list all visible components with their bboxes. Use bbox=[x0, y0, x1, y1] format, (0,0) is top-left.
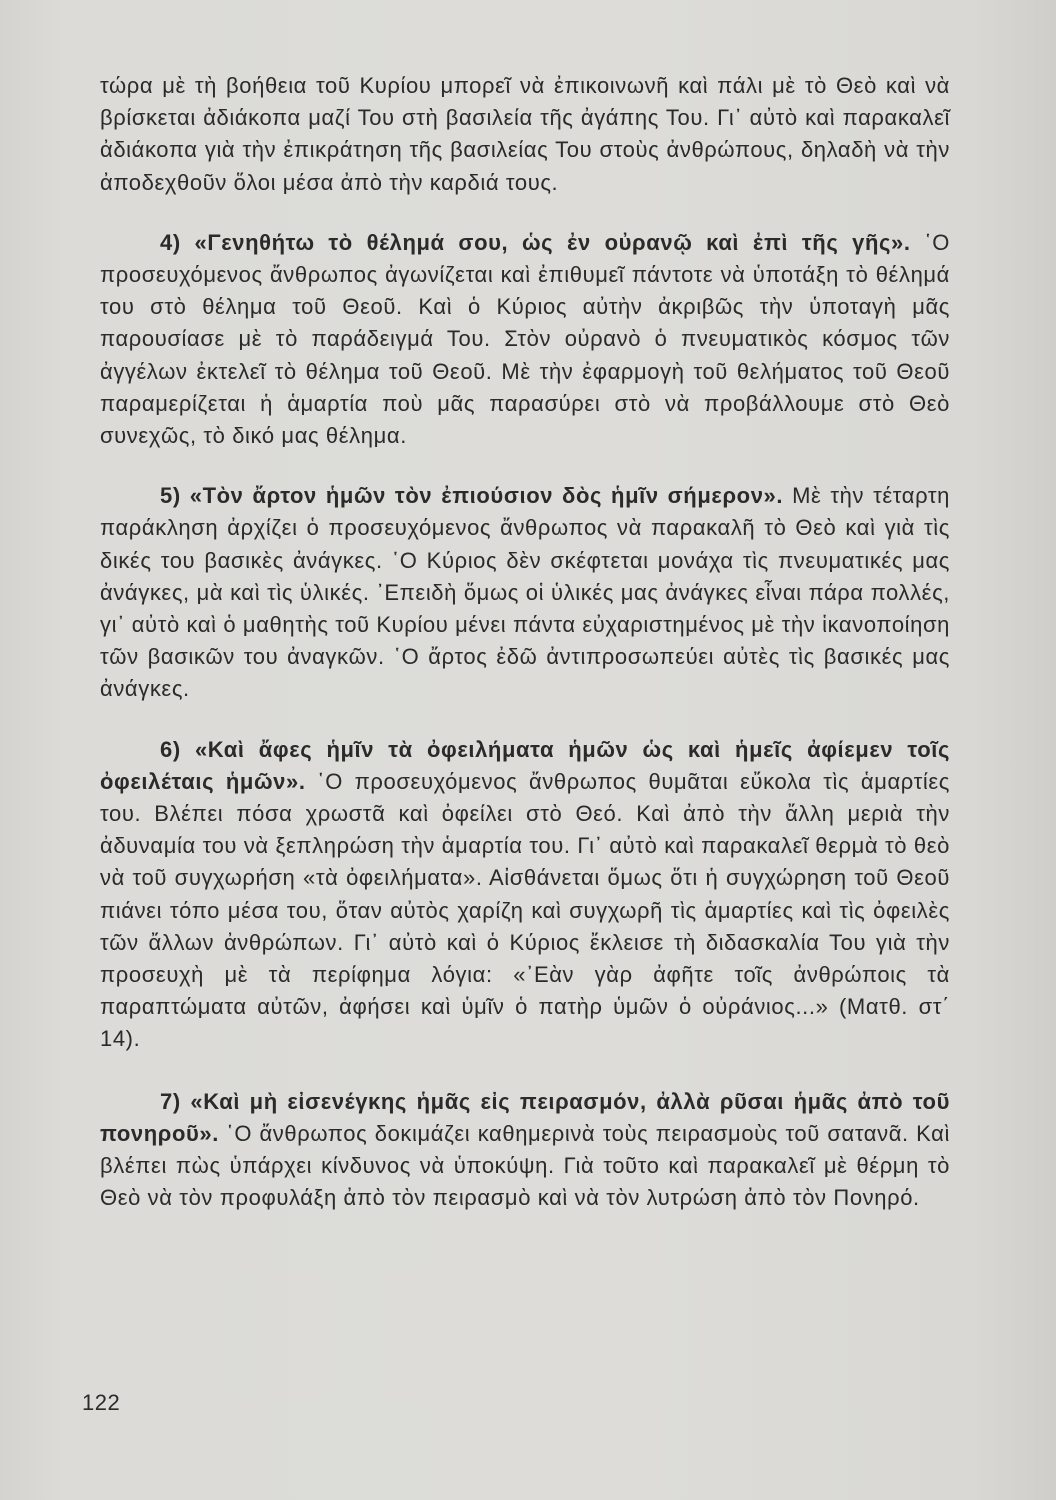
petition-heading: «Καὶ ἄφες ἡμῖν τὰ ὀφειλήματα ἡμῶν ὡς καὶ ἡμεῖς ἀφίεμεν τοῖς ὀφειλέταις ἡμῶν». bbox=[100, 736, 950, 794]
paragraph-petition-4 bbox=[100, 227, 950, 452]
paragraph-text: ῾Ο προσευχόμενος ἄνθρωπος ἀγωνίζεται καὶ ἐπιθυμεῖ πάντοτε νὰ ὑποτάξη τὸ θέλημά του στὸ θέλημα τοῦ Θεοῦ. Καὶ ὁ Κύριος αὐτὴν ἀκριβῶς τὴν ὑποταγὴ μᾶς παρουσίασε μὲ τὸ παράδειγμά Του. Στὸν οὐρανὸ ὁ πνευματικὸς κόσμος τῶν ἀγγέλων ἐκτελεῖ τὸ θέλημα τοῦ Θεοῦ. Μὲ τὴν ἐφαρμογὴ τοῦ θελήματος τοῦ Θεοῦ παραμερίζεται ἡ ἁμαρτία ποὺ μᾶς παρασύρει στὸ νὰ προβάλλουμε στὸ Θεὸ συνεχῶς, τὸ δικό μας θέλημα. bbox=[100, 229, 950, 449]
paragraph-petition-5 bbox=[100, 480, 950, 705]
petition-heading: «Γενηθήτω τὸ θέλημά σου, ὡς ἐν οὐρανῷ καὶ ἐπὶ τῆς γῆς». bbox=[194, 229, 911, 255]
petition-heading: «Τὸν ἄρτον ἡμῶν τὸν ἐπιούσιον δὸς ἡμῖν σήμερον». bbox=[189, 483, 784, 509]
page-number: 122 bbox=[82, 1390, 121, 1415]
petition-number: 4) bbox=[160, 229, 181, 255]
petition-heading: «Καὶ μὴ εἰσενέγκης ἡμᾶς εἰς πειρασμόν, ἀλλὰ ρῦσαι ἡμᾶς ἀπὸ τοῦ πονηροῦ». bbox=[100, 1088, 950, 1146]
paragraph-text: ῾Ο προσευχόμενος ἄνθρωπος θυμᾶται εὔκολα τὶς ἁμαρτίες του. Βλέπει πόσα χρωστᾶ καὶ ὀφείλει στὸ Θεό. Καὶ ἀπὸ τὴν ἄλλη μεριὰ τὴν ἀδυναμία του νὰ ξεπληρώση τὴν ἁμαρτία του. Γι᾿ αὐτὸ καὶ παρακαλεῖ θερμὰ τὸ θεὸ νὰ τοῦ συγχωρήση «τὰ ὀφειλήματα». Αἰσθάνεται ὅμως ὅτι ἡ συγχώρηση τοῦ Θεοῦ πιάνει τόπο μέσα του, ὅταν αὐτὸς χαρίζη καὶ συγχωρῆ τὶς ἁμαρτίες καὶ τὶς ὀφειλὲς τῶν ἄλλων ἀνθρώπων. Γι᾿ αὐτὸ καὶ ὁ Κύριος ἔκλεισε τὴ διδασκαλία Του γιὰ τὴν προσευχὴ μὲ τὰ περίφημα λόγια: «᾿Εὰν γὰρ ἀφῆτε τοῖς ἀνθρώποις τὰ παραπτώματα αὐτῶν, ἀφήσει καὶ ὑμῖν ὁ πατὴρ ὑμῶν ὁ οὐράνιος...» (Ματθ. στ΄ 14). bbox=[100, 768, 950, 1052]
paragraph-petition-7 bbox=[100, 1086, 950, 1215]
paragraph-text: τώρα μὲ τὴ βοήθεια τοῦ Κυρίου μπορεῖ νὰ ἐπικοινωνῆ καὶ πάλι μὲ τὸ Θεὸ καὶ νὰ βρίσκεται ἀδιάκοπα μαζί Του στὴ βασιλεία τῆς ἀγάπης Του. Γι᾿ αὐτὸ καὶ παρακαλεῖ ἀδιάκοπα γιὰ τὴν ἐπικράτηση τῆς βασιλείας Του στοὺς ἀνθρώπους, δηλαδὴ νὰ τὴν ἀποδεχθοῦν ὅλοι μέσα ἀπὸ τὴν καρδιά τους. bbox=[100, 73, 950, 195]
paragraph-petition-6 bbox=[100, 734, 950, 1056]
petition-number: 6) bbox=[160, 736, 181, 762]
paragraph-text: ῾Ο ἄνθρωπος δοκιμάζει καθημερινὰ τοὺς πειρασμοὺς τοῦ σατανᾶ. Καὶ βλέπει πὼς ὑπάρχει κίνδυνος νὰ ὑποκύψη. Γιὰ τοῦτο καὶ παρακαλεῖ μὲ θέρμη τὸ Θεὸ νὰ τὸν προφυλάξη ἀπὸ τὸν πειρασμὸ καὶ νὰ τὸν λυτρώση ἀπὸ τὸν Πονηρό. bbox=[100, 1120, 950, 1211]
paragraph-intro bbox=[100, 70, 950, 199]
petition-number: 5) bbox=[160, 483, 181, 509]
page-text bbox=[100, 70, 950, 1215]
petition-number: 7) bbox=[160, 1088, 181, 1114]
paragraph-text: Μὲ τὴν τέταρτη παράκληση ἀρχίζει ὁ προσευχόμενος ἄνθρωπος νὰ παρακαλῆ τὸ Θεὸ καὶ γιὰ τὶς δικές του βασικὲς ἀνάγκες. ῾Ο Κύριος δὲν σκέφτεται μονάχα τὶς πνευματικές μας ἀνάγκες, μὰ καὶ τὶς ὑλικές. ᾿Επειδὴ ὅμως οἱ ὑλικές μας ἀνάγκες εἶναι πάρα πολλές, γι᾿ αὐτὸ καὶ ὁ μαθητὴς τοῦ Κυρίου μένει πάντα εὐχαριστημένος μὲ τὴν ἱκανοποίηση τῶν βασικῶν του ἀναγκῶν. ῾Ο ἄρτος ἐδῶ ἀντιπροσωπεύει αὐτὲς τὶς βασικές μας ἀνάγκες. bbox=[100, 483, 951, 702]
